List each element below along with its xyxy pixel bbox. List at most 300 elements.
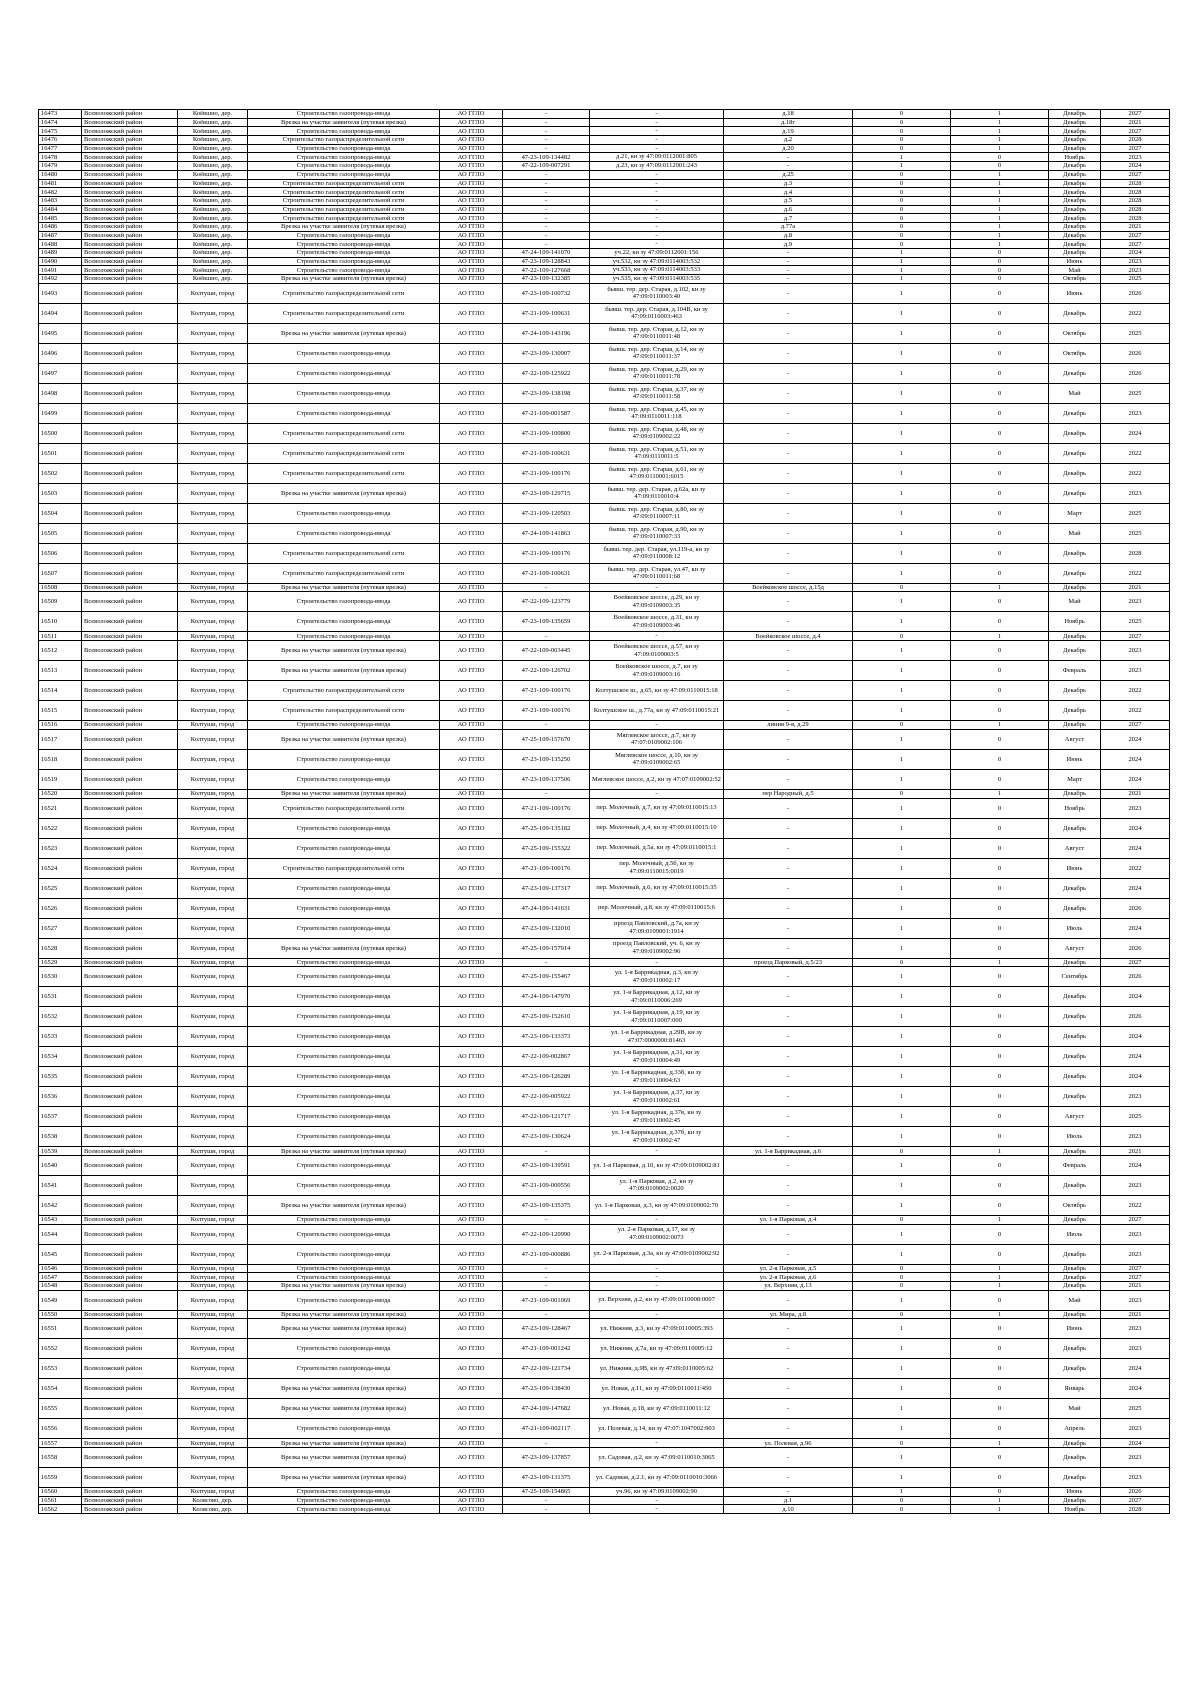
district-cell: Всеволожский район — [82, 231, 178, 240]
address-cell: - — [724, 323, 853, 343]
table-row — [39, 222, 1170, 231]
row-number-cell: 16508 — [39, 583, 82, 592]
locality-cell: Коёвшно, дер. — [178, 179, 248, 188]
permit-number-cell: - — [503, 196, 590, 205]
year-cell: 2025 — [1101, 1399, 1170, 1419]
row-number-cell: 16476 — [39, 136, 82, 145]
row-number-cell: 16542 — [39, 1195, 82, 1215]
month-cell: Декабрь — [1049, 789, 1101, 798]
address-cell: - — [724, 249, 853, 258]
year-cell: 2028 — [1101, 205, 1170, 214]
year-cell: 2023 — [1101, 1339, 1170, 1359]
work-type-cell: Строительство газораспределительной сети — [248, 283, 440, 303]
work-type-cell: Строительство газопровода-ввода — [248, 898, 440, 918]
work-type-cell: Врезка на участке заявителя (путевая врезка) — [248, 1310, 440, 1319]
flag-b-cell: 0 — [951, 798, 1049, 818]
table-row — [39, 1339, 1170, 1359]
permit-number-cell: 47-21-109-001587 — [503, 403, 590, 423]
address-cell: д.7 — [724, 214, 853, 223]
work-type-cell: Строительство газопровода-ввода — [248, 257, 440, 266]
address-cell: - — [724, 1419, 853, 1439]
locality-cell: Колтуши, город — [178, 1273, 248, 1282]
address-cell: ул. 2-я Парковая, д.5 — [724, 1264, 853, 1273]
address-cell: д.6 — [724, 205, 853, 214]
address-cell: - — [724, 838, 853, 858]
row-number-cell: 16511 — [39, 632, 82, 641]
district-cell: Всеволожский район — [82, 563, 178, 583]
flag-a-cell: 0 — [853, 240, 951, 249]
work-type-cell: Строительство газораспределительной сети — [248, 798, 440, 818]
address-cell: - — [724, 1175, 853, 1195]
row-number-cell: 16516 — [39, 721, 82, 730]
row-number-cell: 16541 — [39, 1175, 82, 1195]
permit-number-cell: 47-25-109-157914 — [503, 938, 590, 958]
locality-cell: Колтуши, город — [178, 1448, 248, 1468]
district-cell: Всеволожский район — [82, 878, 178, 898]
table-row — [39, 196, 1170, 205]
organization-cell: АО ГГЛО — [440, 1215, 503, 1224]
flag-b-cell: 0 — [951, 1319, 1049, 1339]
address-cell: д.10 — [724, 1505, 853, 1514]
table-row — [39, 153, 1170, 162]
permit-number-cell: 47-21-109-100176 — [503, 858, 590, 878]
month-cell: Сентябрь — [1049, 967, 1101, 987]
work-type-cell: Врезка на участке заявителя (путевая врезка) — [248, 483, 440, 503]
permit-number-cell: - — [503, 1439, 590, 1448]
flag-b-cell: 0 — [951, 641, 1049, 661]
month-cell: Декабрь — [1049, 118, 1101, 127]
flag-b-cell: 1 — [951, 1273, 1049, 1282]
month-cell: Июль — [1049, 1127, 1101, 1147]
locality-cell: Колтуши, город — [178, 1224, 248, 1244]
permit-number-cell: 47-23-109-132010 — [503, 918, 590, 938]
work-type-cell: Строительство газопровода-ввода — [248, 162, 440, 171]
organization-cell: АО ГГЛО — [440, 632, 503, 641]
year-cell: 2024 — [1101, 1155, 1170, 1175]
row-number-cell: 16486 — [39, 222, 82, 231]
district-cell: Всеволожский район — [82, 127, 178, 136]
district-cell: Всеволожский район — [82, 1244, 178, 1264]
work-type-cell: Строительство газопровода-ввода — [248, 266, 440, 275]
row-number-cell: 16520 — [39, 789, 82, 798]
table-row — [39, 1067, 1170, 1087]
organization-cell: АО ГГЛО — [440, 1319, 503, 1339]
permit-number-cell: 47-25-109-155467 — [503, 967, 590, 987]
cadastral-address-cell: - — [590, 1505, 724, 1514]
district-cell: Всеволожский район — [82, 214, 178, 223]
address-cell: д.19 — [724, 127, 853, 136]
district-cell: Всеволожский район — [82, 612, 178, 632]
cadastral-address-cell: д.23, кн зу 47:09:0112001:243 — [590, 162, 724, 171]
district-cell: Всеволожский район — [82, 188, 178, 197]
address-cell: - — [724, 503, 853, 523]
row-number-cell: 16536 — [39, 1087, 82, 1107]
organization-cell: АО ГГЛО — [440, 205, 503, 214]
row-number-cell: 16514 — [39, 681, 82, 701]
address-cell: - — [724, 275, 853, 284]
flag-b-cell: 0 — [951, 1107, 1049, 1127]
flag-a-cell: 0 — [853, 1147, 951, 1156]
organization-cell: АО ГГЛО — [440, 423, 503, 443]
locality-cell: Колтуши, город — [178, 1087, 248, 1107]
flag-b-cell: 0 — [951, 483, 1049, 503]
table-row — [39, 1087, 1170, 1107]
month-cell: Декабрь — [1049, 878, 1101, 898]
permit-number-cell: - — [503, 1281, 590, 1290]
district-cell: Всеволожский район — [82, 918, 178, 938]
flag-b-cell: 0 — [951, 1468, 1049, 1488]
permit-number-cell: - — [503, 240, 590, 249]
year-cell: 2023 — [1101, 1419, 1170, 1439]
month-cell: Декабрь — [1049, 1215, 1101, 1224]
address-cell: ул. 2-я Парковая, д.6 — [724, 1273, 853, 1282]
table-row — [39, 179, 1170, 188]
cadastral-address-cell: ул. 1-я Баррикадная, д.37б, кн зу 47:09:0110002:47 — [590, 1127, 724, 1147]
table-row — [39, 958, 1170, 967]
month-cell: Декабрь — [1049, 162, 1101, 171]
cadastral-address-cell: - — [590, 1281, 724, 1290]
month-cell: Декабрь — [1049, 222, 1101, 231]
organization-cell: АО ГГЛО — [440, 249, 503, 258]
flag-a-cell: 1 — [853, 858, 951, 878]
month-cell: Декабрь — [1049, 1359, 1101, 1379]
flag-b-cell: 0 — [951, 162, 1049, 171]
flag-a-cell: 1 — [853, 1067, 951, 1087]
row-number-cell: 16550 — [39, 1310, 82, 1319]
flag-b-cell: 0 — [951, 818, 1049, 838]
year-cell: 2023 — [1101, 153, 1170, 162]
year-cell: 2028 — [1101, 196, 1170, 205]
locality-cell: Колтуши, город — [178, 563, 248, 583]
row-number-cell: 16552 — [39, 1339, 82, 1359]
address-cell: ул. 1-я Баррикадная, д.6 — [724, 1147, 853, 1156]
flag-b-cell: 0 — [951, 523, 1049, 543]
district-cell: Всеволожский район — [82, 749, 178, 769]
work-type-cell: Врезка на участке заявителя (путевая врезка) — [248, 1468, 440, 1488]
flag-b-cell: 0 — [951, 403, 1049, 423]
flag-a-cell: 1 — [853, 1419, 951, 1439]
permit-number-cell: 47-22-109-127668 — [503, 266, 590, 275]
permit-number-cell: 47-21-109-000886 — [503, 1244, 590, 1264]
work-type-cell: Врезка на участке заявителя (путевая врезка) — [248, 118, 440, 127]
locality-cell: Колтуши, город — [178, 1419, 248, 1439]
cadastral-address-cell: - — [590, 632, 724, 641]
address-cell: - — [724, 1290, 853, 1310]
district-cell: Всеволожский район — [82, 222, 178, 231]
year-cell: 2022 — [1101, 681, 1170, 701]
district-cell: Всеволожский район — [82, 423, 178, 443]
flag-b-cell: 0 — [951, 343, 1049, 363]
permit-number-cell: 47-23-109-135659 — [503, 612, 590, 632]
permit-number-cell: - — [503, 118, 590, 127]
month-cell: Декабрь — [1049, 1310, 1101, 1319]
organization-cell: АО ГГЛО — [440, 681, 503, 701]
flag-b-cell: 0 — [951, 1339, 1049, 1359]
year-cell: 2027 — [1101, 1215, 1170, 1224]
organization-cell: АО ГГЛО — [440, 769, 503, 789]
work-type-cell: Строительство газопровода-ввода — [248, 1155, 440, 1175]
year-cell: 2028 — [1101, 136, 1170, 145]
month-cell: Декабрь — [1049, 583, 1101, 592]
year-cell: 2024 — [1101, 729, 1170, 749]
work-type-cell: Строительство газопровода-ввода — [248, 1273, 440, 1282]
flag-a-cell: 1 — [853, 967, 951, 987]
organization-cell: АО ГГЛО — [440, 1087, 503, 1107]
flag-b-cell: 0 — [951, 563, 1049, 583]
work-type-cell: Строительство газораспределительной сети — [248, 443, 440, 463]
row-number-cell: 16528 — [39, 938, 82, 958]
locality-cell: Коёвшно, дер. — [178, 144, 248, 153]
flag-a-cell: 1 — [853, 503, 951, 523]
flag-b-cell: 0 — [951, 701, 1049, 721]
address-cell: - — [724, 938, 853, 958]
organization-cell: АО ГГЛО — [440, 898, 503, 918]
locality-cell: Колтуши, город — [178, 1107, 248, 1127]
year-cell: 2027 — [1101, 1496, 1170, 1505]
table-row — [39, 1439, 1170, 1448]
month-cell: Декабрь — [1049, 1007, 1101, 1027]
month-cell: Декабрь — [1049, 1264, 1101, 1273]
flag-a-cell: 0 — [853, 179, 951, 188]
table-row — [39, 543, 1170, 563]
locality-cell: Колтуши, город — [178, 1310, 248, 1319]
table-row — [39, 214, 1170, 223]
district-cell: Всеволожский район — [82, 205, 178, 214]
organization-cell: АО ГГЛО — [440, 1155, 503, 1175]
permit-number-cell: 47-24-109-143196 — [503, 323, 590, 343]
flag-a-cell: 0 — [853, 789, 951, 798]
work-type-cell: Строительство газораспределительной сети — [248, 303, 440, 323]
district-cell: Всеволожский район — [82, 1175, 178, 1195]
work-type-cell: Врезка на участке заявителя (путевая врезка) — [248, 1195, 440, 1215]
cadastral-address-cell: ул. Садовая, д.2.1, кн зу 47:09:0110010:3066 — [590, 1468, 724, 1488]
permit-number-cell: 47-24-109-141070 — [503, 249, 590, 258]
organization-cell: АО ГГЛО — [440, 967, 503, 987]
district-cell: Всеволожский район — [82, 1419, 178, 1439]
address-cell: - — [724, 1127, 853, 1147]
flag-a-cell: 1 — [853, 938, 951, 958]
permit-number-cell: - — [503, 188, 590, 197]
row-number-cell: 16559 — [39, 1468, 82, 1488]
locality-cell: Колтуши, город — [178, 858, 248, 878]
row-number-cell: 16506 — [39, 543, 82, 563]
cadastral-address-cell: пер. Молочный, д.8, кн зу 47:09:0110015:6 — [590, 898, 724, 918]
flag-a-cell: 1 — [853, 463, 951, 483]
table-row — [39, 749, 1170, 769]
permit-number-cell: - — [503, 110, 590, 119]
row-number-cell: 16504 — [39, 503, 82, 523]
table-row — [39, 1399, 1170, 1419]
year-cell: 2024 — [1101, 749, 1170, 769]
flag-a-cell: 1 — [853, 443, 951, 463]
month-cell: Декабрь — [1049, 1339, 1101, 1359]
work-type-cell: Врезка на участке заявителя (путевая врезка) — [248, 789, 440, 798]
work-type-cell: Врезка на участке заявителя (путевая врезка) — [248, 1319, 440, 1339]
organization-cell: АО ГГЛО — [440, 403, 503, 423]
address-cell: - — [724, 343, 853, 363]
flag-b-cell: 0 — [951, 1488, 1049, 1497]
address-cell: - — [724, 266, 853, 275]
flag-b-cell: 0 — [951, 275, 1049, 284]
year-cell: 2026 — [1101, 938, 1170, 958]
cadastral-address-cell: - — [590, 222, 724, 231]
district-cell: Всеволожский район — [82, 110, 178, 119]
flag-b-cell: 1 — [951, 196, 1049, 205]
row-number-cell: 16556 — [39, 1419, 82, 1439]
row-number-cell: 16546 — [39, 1264, 82, 1273]
table-row — [39, 818, 1170, 838]
work-type-cell: Строительство газопровода-ввода — [248, 878, 440, 898]
address-cell: д.2 — [724, 136, 853, 145]
district-cell: Всеволожский район — [82, 967, 178, 987]
cadastral-address-cell: - — [590, 240, 724, 249]
table-row — [39, 1155, 1170, 1175]
month-cell: Май — [1049, 1290, 1101, 1310]
year-cell: 2028 — [1101, 179, 1170, 188]
permit-number-cell: 47-25-109-157670 — [503, 729, 590, 749]
locality-cell: Колтуши, город — [178, 403, 248, 423]
month-cell: Декабрь — [1049, 127, 1101, 136]
flag-a-cell: 0 — [853, 144, 951, 153]
year-cell: 2026 — [1101, 343, 1170, 363]
cadastral-address-cell: - — [590, 721, 724, 730]
year-cell: 2027 — [1101, 170, 1170, 179]
permit-number-cell: - — [503, 222, 590, 231]
row-number-cell: 16561 — [39, 1496, 82, 1505]
row-number-cell: 16484 — [39, 205, 82, 214]
district-cell: Всеволожский район — [82, 938, 178, 958]
permit-number-cell: - — [503, 179, 590, 188]
month-cell: Июль — [1049, 1224, 1101, 1244]
table-row — [39, 403, 1170, 423]
address-cell: ул. Верхняя, д.13 — [724, 1281, 853, 1290]
work-type-cell: Строительство газопровода-ввода — [248, 403, 440, 423]
flag-b-cell: 1 — [951, 240, 1049, 249]
row-number-cell: 16479 — [39, 162, 82, 171]
work-type-cell: Строительство газопровода-ввода — [248, 343, 440, 363]
flag-a-cell: 1 — [853, 918, 951, 938]
flag-a-cell: 1 — [853, 383, 951, 403]
work-type-cell: Строительство газопровода-ввода — [248, 1047, 440, 1067]
address-cell: - — [724, 1339, 853, 1359]
address-cell: - — [724, 681, 853, 701]
district-cell: Всеволожский район — [82, 592, 178, 612]
permit-number-cell: 47-25-109-154865 — [503, 1488, 590, 1497]
flag-b-cell: 1 — [951, 188, 1049, 197]
flag-b-cell: 1 — [951, 1439, 1049, 1448]
work-type-cell: Врезка на участке заявителя (путевая врезка) — [248, 729, 440, 749]
permit-number-cell: - — [503, 1496, 590, 1505]
year-cell: 2025 — [1101, 275, 1170, 284]
year-cell: 2023 — [1101, 403, 1170, 423]
month-cell: Декабрь — [1049, 898, 1101, 918]
flag-a-cell: 1 — [853, 266, 951, 275]
row-number-cell: 16562 — [39, 1505, 82, 1514]
year-cell: 2026 — [1101, 967, 1170, 987]
district-cell: Всеволожский район — [82, 1339, 178, 1359]
row-number-cell: 16489 — [39, 249, 82, 258]
locality-cell: Колясово, дер. — [178, 1505, 248, 1514]
address-cell: проезд Парковый, д.5/23 — [724, 958, 853, 967]
row-number-cell: 16513 — [39, 661, 82, 681]
locality-cell: Колтуши, город — [178, 1067, 248, 1087]
district-cell: Всеволожский район — [82, 1290, 178, 1310]
locality-cell: Коёвшно, дер. — [178, 214, 248, 223]
row-number-cell: 16523 — [39, 838, 82, 858]
locality-cell: Колтуши, город — [178, 632, 248, 641]
table-row — [39, 1448, 1170, 1468]
table-row — [39, 240, 1170, 249]
flag-b-cell: 1 — [951, 118, 1049, 127]
organization-cell: АО ГГЛО — [440, 153, 503, 162]
month-cell: Декабрь — [1049, 1087, 1101, 1107]
cadastral-address-cell: ул. 1-я Баррикадная, д.31, кн зу 47:09:0110004:49 — [590, 1047, 724, 1067]
locality-cell: Колтуши, город — [178, 523, 248, 543]
permit-number-cell: 47-23-109-138198 — [503, 383, 590, 403]
flag-b-cell: 1 — [951, 110, 1049, 119]
cadastral-address-cell: - — [590, 1496, 724, 1505]
permit-number-cell: 47-22-109-121734 — [503, 1359, 590, 1379]
cadastral-address-cell: уч.96, кн зу 47:09:0109002:90 — [590, 1488, 724, 1497]
permit-number-cell: - — [503, 1310, 590, 1319]
locality-cell: Колтуши, город — [178, 1027, 248, 1047]
district-cell: Всеволожский район — [82, 266, 178, 275]
year-cell: 2026 — [1101, 898, 1170, 918]
address-cell: д.18 — [724, 110, 853, 119]
work-type-cell: Строительство газораспределительной сети — [248, 196, 440, 205]
flag-a-cell: 0 — [853, 1273, 951, 1282]
organization-cell: АО ГГЛО — [440, 838, 503, 858]
permit-number-cell: 47-22-109-121717 — [503, 1107, 590, 1127]
work-type-cell: Строительство газораспределительной сети — [248, 205, 440, 214]
locality-cell: Коёвшно, дер. — [178, 162, 248, 171]
district-cell: Всеволожский район — [82, 641, 178, 661]
work-type-cell: Строительство газопровода-ввода — [248, 1067, 440, 1087]
work-type-cell: Строительство газораспределительной сети — [248, 463, 440, 483]
cadastral-address-cell: уч.532, кн зу 47:09:0114003:532 — [590, 257, 724, 266]
locality-cell: Колтуши, город — [178, 898, 248, 918]
cadastral-address-cell: Мяглевское шоссе, д.10, кн зу 47:09:0109002:65 — [590, 749, 724, 769]
organization-cell: АО ГГЛО — [440, 1147, 503, 1156]
month-cell: Август — [1049, 729, 1101, 749]
row-number-cell: 16498 — [39, 383, 82, 403]
flag-b-cell: 0 — [951, 729, 1049, 749]
organization-cell: АО ГГЛО — [440, 1273, 503, 1282]
year-cell: 2023 — [1101, 798, 1170, 818]
flag-a-cell: 1 — [853, 1244, 951, 1264]
organization-cell: АО ГГЛО — [440, 1047, 503, 1067]
flag-b-cell: 1 — [951, 205, 1049, 214]
address-cell: - — [724, 543, 853, 563]
permit-number-cell: 47-21-109-001242 — [503, 1339, 590, 1359]
cadastral-address-cell: пер. Молочный, д.4, кн зу 47:09:0110015:10 — [590, 818, 724, 838]
flag-b-cell: 0 — [951, 1379, 1049, 1399]
table-row — [39, 275, 1170, 284]
cadastral-address-cell: бывш. тер. дер. Старая, ул.47, кн зу 47:09:0110011:68 — [590, 563, 724, 583]
work-type-cell: Врезка на участке заявителя (путевая врезка) — [248, 1439, 440, 1448]
work-type-cell: Врезка на участке заявителя (путевая врезка) — [248, 222, 440, 231]
row-number-cell: 16533 — [39, 1027, 82, 1047]
year-cell: 2023 — [1101, 1127, 1170, 1147]
work-type-cell: Строительство газопровода-ввода — [248, 383, 440, 403]
address-cell: - — [724, 1067, 853, 1087]
permit-number-cell: 47-21-109-100800 — [503, 423, 590, 443]
organization-cell: АО ГГЛО — [440, 798, 503, 818]
permit-number-cell: 47-23-109-100732 — [503, 283, 590, 303]
permit-number-cell: - — [503, 789, 590, 798]
address-cell: - — [724, 1468, 853, 1488]
permit-number-cell: 47-23-109-137317 — [503, 878, 590, 898]
